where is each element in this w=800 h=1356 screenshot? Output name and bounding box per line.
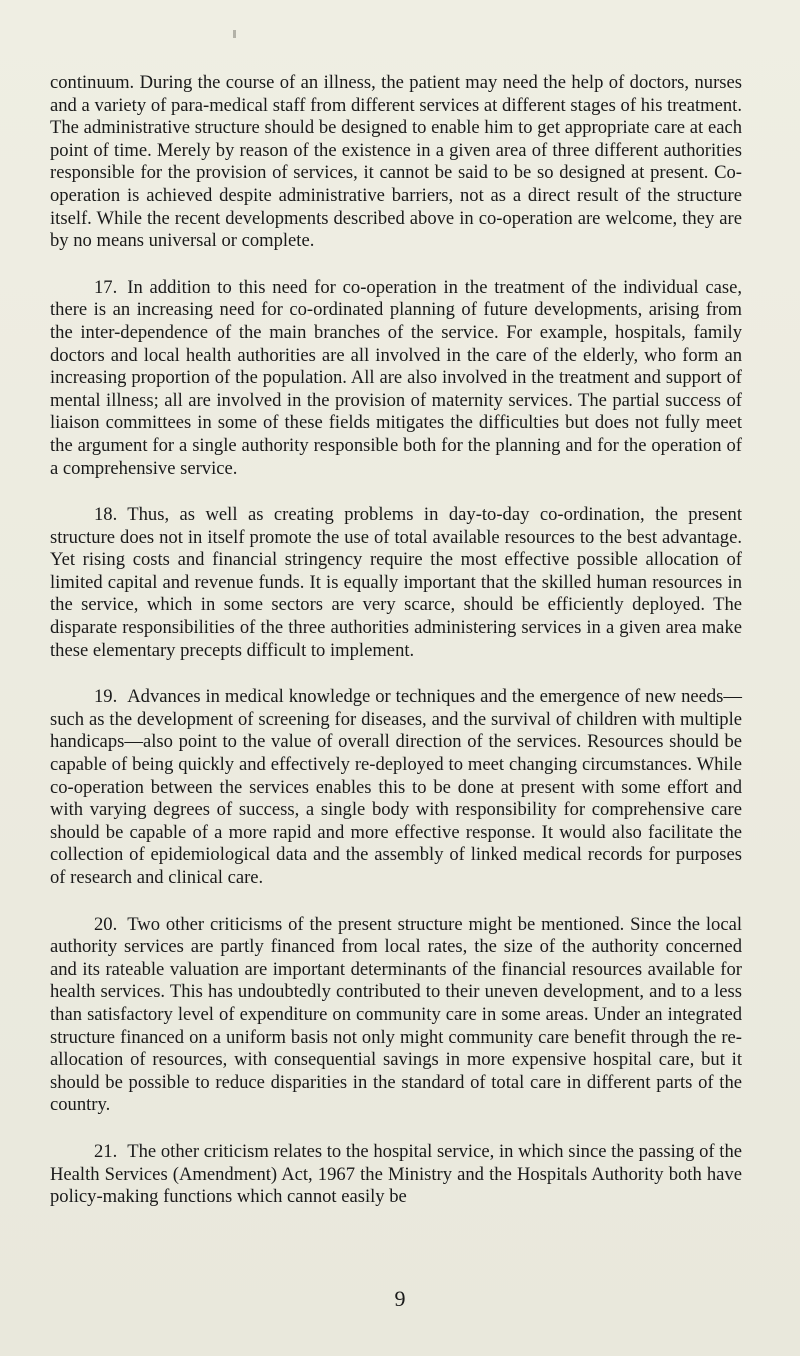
paragraph-20 — [50, 914, 742, 1117]
paragraph-number: 17. — [94, 276, 118, 298]
paragraph-18 — [50, 504, 742, 662]
paragraph-text: In addition to this need for co-operation in the treatment of the individual case, there is an increasing need for co-ordinated planning of future developments, arising from the inter-dependence of the main branches of the service. For example, hospitals, family doctors and local health authorities are all involved in the care of the elderly, who form an increasing proportion of the population. All are also involved in the treatment and support of mental illness; all are involved in the provision of maternity services. The partial success of liaison committees in some of these fields mitigates the difficulties but does not fully meet the argument for a single authority responsible both for the planning and for the operation of a comprehensive service. — [50, 276, 742, 479]
paragraph-number: 19. — [94, 686, 118, 708]
scan-speck — [233, 30, 236, 38]
paragraph-21 — [50, 1141, 742, 1209]
paragraph-number: 20. — [94, 913, 118, 935]
body-text — [50, 72, 742, 1209]
paragraph-19 — [50, 686, 742, 889]
paragraph-number: 21. — [94, 1140, 118, 1162]
paragraph-text: Thus, as well as creating problems in day-to-day co-ordination, the present structure does not in itself promote the use of total available resources to the best advantage. Yet rising costs and financial stringency require the most effective possible allocation of limited capital and revenue funds. It is equally important that the skilled human resources in the service, which in some sectors are very scarce, should be efficiently deployed. The disparate responsibilities of the three authorities administering services in a given area make these elementary precepts difficult to implement. — [50, 504, 742, 661]
paragraph-17 — [50, 277, 742, 480]
paragraph-text: continuum. During the course of an illness, the patient may need the help of doctors, nurses and a variety of para-medical staff from different services at different stages of his treatment. The administrative structure should be designed to enable him to get appropriate care at each point of time. Merely by reason of the existence in a given area of three different authorities responsible for the provision of services, it cannot be said to be so designed at present. Co-operation is achieved despite administrative barriers, not as a direct result of the structure itself. While the recent developments described above in co-operation are welcome, they are by no means universal or complete. — [50, 72, 742, 252]
paragraph-continuation — [50, 72, 742, 253]
paragraph-number: 18. — [94, 504, 118, 526]
page-number: 9 — [394, 1286, 406, 1311]
paragraph-text: Advances in medical knowledge or techniques and the emergence of new needs—such as the development of screening for diseases, and the survival of children with multiple handicaps—also point to the value of overall direction of the services. Resources should be capable of being quickly and effectively re-deployed to meet changing circumstances. While co-operation between the services enables this to be done at present with some effort and with varying degrees of success, a single body with responsibility for comprehensive care should be capable of a more rapid and more effective response. It would also facilitate the collection of epidemiological data and the assembly of linked medical records for purposes of research and clinical care. — [50, 686, 742, 888]
paragraph-text: The other criticism relates to the hospital service, in which since the passing of the Health Services (Amendment) Act, 1967 the Ministry and the Hospitals Authority both have policy-making functions which cannot easily be — [50, 1140, 742, 1208]
paragraph-text: Two other criticisms of the present structure might be mentioned. Since the local authority services are partly financed from local rates, the size of the authority concerned and its rateable valuation are important determinants of the financial resources available for health services. This has undoubtedly contributed to their uneven development, and to a less than satisfactory level of expenditure on community care in some areas. Under an integrated structure financed on a uniform basis not only might community care benefit through the re-allocation of resources, with consequential savings in more expensive hospital care, but it should be possible to reduce disparities in the standard of total care in different parts of the country. — [50, 913, 742, 1116]
